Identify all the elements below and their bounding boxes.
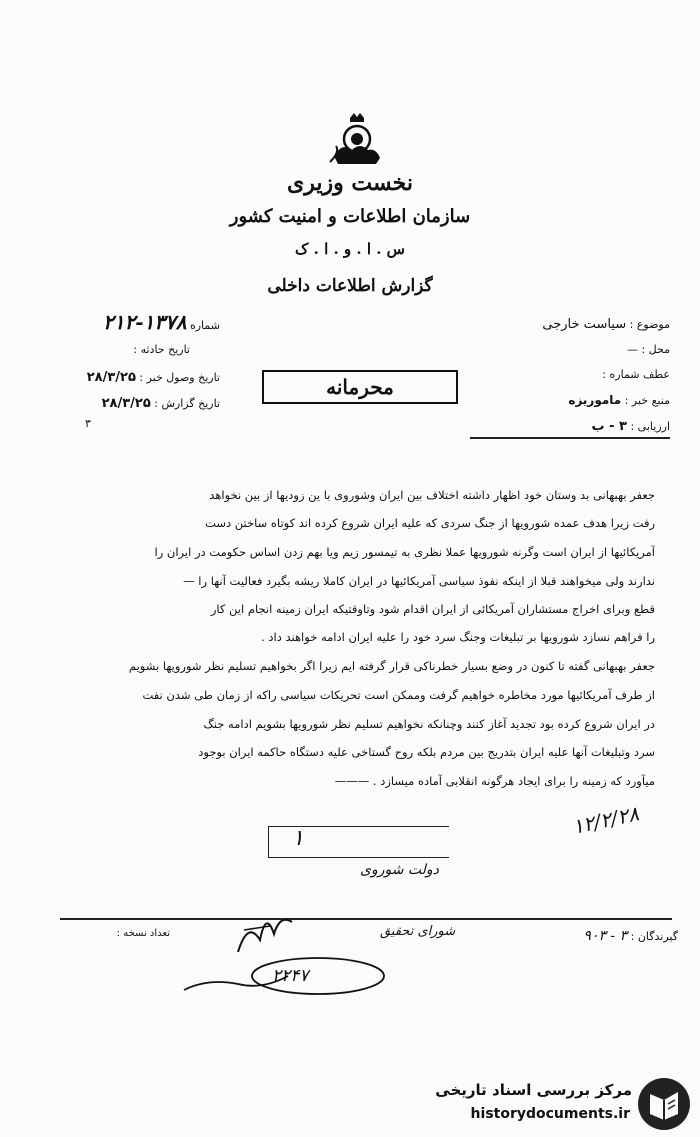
- recipients-field: [508, 928, 678, 944]
- body-line: از طرف آمریکائیها مورد مخاطره خواهیم گرفت وممکن است تحریکات سیاسی راکه از زمان طی شدن نفت: [142, 688, 655, 702]
- number-field: [30, 310, 220, 334]
- archive-name: مرکز بررسی اسناد تاریخی: [435, 1081, 632, 1099]
- place-label: محل :: [641, 343, 670, 356]
- received-date-value: ۲۸/۳/۲۵: [86, 370, 136, 385]
- source-field: [470, 393, 670, 407]
- footer-rule: [60, 918, 672, 920]
- body-line: رفت زیرا هدف عمده شورویها از جنگ سردی که علیه ایران شروع کرده اند کوتاه ساختن دست: [205, 516, 655, 530]
- margin-note: ۱۲/۲/۲۸: [570, 801, 641, 839]
- body-line: جعفر بهبهانی گفته تا کنون در وضع بسیار خطرناکی قرار گرفته ایم زیرا اگر بخواهیم تسلیم نظر شورویها بشویم: [128, 659, 655, 673]
- report-date-label: تاریخ گزارش :: [154, 397, 220, 410]
- confidential-stamp: محرمانه: [262, 370, 458, 404]
- source-number-label: عطف شماره :: [602, 368, 670, 381]
- event-date-label: تاریخ حادثه :: [133, 343, 190, 356]
- subject-field: [470, 317, 670, 332]
- page-mark: ۳: [85, 417, 91, 430]
- source-label: منبع خبر :: [624, 394, 670, 407]
- number-label: شماره: [189, 319, 220, 332]
- body-line: میآورد که زمینه را برای ایجاد هرگونه انقلابی آماده میسازد . ———: [334, 774, 655, 788]
- organization-abbr: س . ا . و . ا . ک: [295, 240, 405, 258]
- book-logo-icon: [638, 1078, 690, 1130]
- archive-logo: [638, 1078, 690, 1130]
- report-type: گزارش اطلاعات داخلی: [267, 276, 433, 296]
- grading-label: ارزیابی :: [630, 420, 670, 433]
- place-field: [470, 343, 670, 356]
- sub-note: دولت شوروی: [360, 862, 439, 878]
- body-line: ندارند ولی میخواهند قبلا از اینکه نفوذ سیاسی آمریکائیها در ایران کاملا ریشه بگیرد فعالیت آنها را —: [183, 574, 655, 588]
- copies-label: تعداد نسخه :: [116, 928, 170, 939]
- subject-value: سیاست خارجی: [542, 317, 627, 332]
- grading-value: ۳ - ب: [591, 419, 627, 434]
- report-date-value: ۲۸/۳/۲۵: [101, 396, 151, 411]
- body-line: آمریکائیها از ایران است وگرنه شورویها عملا نظری به تیمسور زیم ویا بهم زدن اساس حکومت در ایران را: [154, 545, 655, 559]
- header-rule: [470, 437, 670, 439]
- note-box-text: ۱: [292, 826, 304, 851]
- source-value: ماموریزه: [568, 393, 622, 407]
- office-title: نخست وزیری: [287, 170, 413, 196]
- recipients-value: ۳ - ۹۰۳: [583, 928, 628, 944]
- distribution-note: شورای تحقیق: [380, 924, 456, 939]
- archive-website: historydocuments.ir: [470, 1106, 630, 1122]
- body-line: قطع وبرای اخراج مستشاران آمریکائی از ایران اقدام شود وتاوقتیکه ایران زمینه انجام این کار: [210, 602, 655, 616]
- report-date-field: [20, 396, 220, 411]
- place-value: —: [626, 343, 638, 356]
- received-date-field: [20, 370, 220, 385]
- organization-title: سازمان اطلاعات و امنیت کشور: [229, 206, 471, 227]
- grading-field: [470, 419, 670, 434]
- number-value: ۱۳۷۸-۲۱۲: [102, 310, 187, 334]
- body-line: جعفر بهبهانی بد وستان خود اظهار داشته اختلاف بین ایران وشوروی با ین زودیها از بین نخواهد: [209, 488, 655, 502]
- received-date-label: تاریخ وصول خبر :: [139, 371, 220, 384]
- body-line: در ایران شروع کرده بود تجدید آغاز کنند وچنانکه نخواهیم تسلیم نظر شورویها بشویم ادامه جنگ: [203, 717, 655, 731]
- body-line: سرد وتبلیغات آنها علیه ایران بتدریج بین مردم بلکه روح گستاخی علیه دستگاه حاکمه ایران بوجود: [198, 745, 655, 759]
- subject-label: موضوع :: [629, 318, 670, 331]
- lion-and-sun-emblem-icon: [328, 112, 386, 168]
- body-line: را فراهم نسازد شورویها بر تبلیغات وجنگ سرد خود را علیه ایران ادامه خواهند داد .: [261, 630, 655, 644]
- recipients-label: گیرندگان :: [630, 930, 678, 943]
- loop-number: ۲۲۴۷: [272, 966, 309, 986]
